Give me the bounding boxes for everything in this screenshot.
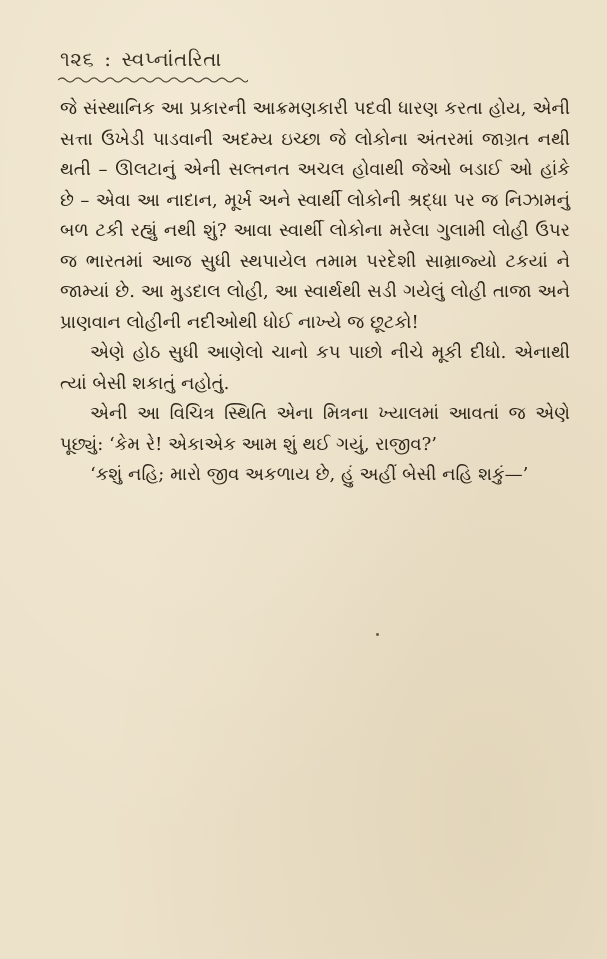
paragraph: એણે હોઠ સુધી આણેલો ચાનો કપ પાછો નીચે મૂકી દીધો. એનાથી ત્યાં બેસી શકાતું નહોતું. <box>60 342 570 394</box>
running-header <box>60 46 222 72</box>
print-speck <box>376 633 379 636</box>
paragraph: જે સંસ્થાનિક આ પ્રકારની આક્રમણકારી પદવી ધારણ કરતા હોય, એની સત્તા ઉખેડી પાડવાની અદમ્ય ઇચ્છા જે લોકોના અંતરમાં જાગ્રત નથી થતી – ઊલટાનું એની સલ્તનત અચલ હોવાથી જેઓ બડાઈ ઓ હાંકે છે – એવા આ નાદાન, મૂર્ખ અને સ્વાર્થી લોકોની શ્રદ્ધા પર જ નિઝામનું બળ ટકી રહ્યું નથી શું? આવા સ્વાર્થી લોકોના મરેલા ગુલામી લોહી ઉપર જ ભારતમાં આજ સુધી સ્થપાયેલ તમામ પરદેશી સામ્રાજ્યો ટકયાં ને જામ્યાં છે. આ મુડદાલ લોહી, આ સ્વાર્થથી સડી ગયેલું લોહી તાજા અને પ્રાણવાન લોહીની નદીઓથી ધોઈ નાખ્યે જ છૂટકો! <box>60 98 570 333</box>
paragraph: ‘કશું નહિ; મારો જીવ અકળાય છે, હું અહીં બેસી નહિ શકું—’ <box>90 464 529 485</box>
body-text <box>60 94 570 491</box>
page-number: ૧૨૬ <box>60 47 95 71</box>
wavy-underline <box>58 76 248 84</box>
header-separator: : <box>104 47 112 71</box>
running-title: સ્વપ્નાંતરિતા <box>121 47 222 71</box>
paragraph: એની આ વિચિત્ર સ્થિતિ એના મિત્રના ખ્યાલમાં આવતાં જ એણે પૂછ્યું: ‘કેમ રે! એકાએક આમ શું થઈ ગયું, રાજીવ?’ <box>60 403 570 455</box>
